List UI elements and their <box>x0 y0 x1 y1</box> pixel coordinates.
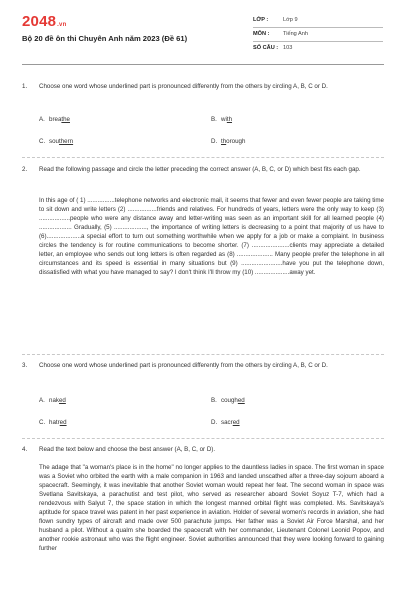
meta-divider <box>253 27 383 28</box>
question-divider <box>22 157 384 158</box>
option-a[interactable] <box>39 116 70 123</box>
passage-text: The adage that "a woman's place is in the home" no longer applies to the dauntless ladies in space. The first woman in space was a Soviet who orbited the earth with a male companion in 1963 and landed unscathed after a three-day sojourn aboard a spacecraft. Seemingly, it was inevitable that another Soviet woman would repeat her feat. The second woman in space was Svetlana Savitskaya, a parachutist and test pilot, who served as researcher aboard Soviet Soyuz T-7, which had a rendezvous with Salyut 7, the space station in which the longest manned orbital flight was completed. Ms. Savitskaya's aptitude for space travel was patent in her past experience in aviation. Holder of several women's records in aviation, she had flown sundry types of aircraft and made over 500 parachute jumps. Her father was a Soviet Air Force Marshal, and her husband a pilot. Without a qualm she boarded the spacecraft with her commander, Lieutenant Colonel Leonid Popov, and another rookie astronaut who was the flight engineer. Soviet authorities announced that they were looking forward to gaining further <box>39 464 384 552</box>
option-text: hatr <box>49 419 60 426</box>
option-underlined: thern <box>58 138 74 145</box>
option-c[interactable] <box>39 138 73 145</box>
option-b[interactable] <box>211 116 232 123</box>
meta-count-value: 103 <box>283 45 293 51</box>
option-text: brea <box>49 116 62 123</box>
question-number: 4. <box>22 446 28 453</box>
meta-class-label: LỚP : <box>253 17 269 23</box>
question-4-passage <box>39 464 384 600</box>
passage-text: In this age of ( 1) ................telephone networks and electronic mail, it seems that fewer and even fewer people are taking time to sit down and write letters (2) .................friends and relatives. For hundreds of years, letters were the only way to keep (3) ..................people who were any distance away and letter-writing was seen as an important skill for all learned people (4) ................... Gradually, (5) ..................., the importance of writing letters is decreasing to a point that majority of us have to (6)....................a special effort to turn out something worthwhile when we apply for a job or make a complaint. In business circles the tendency is for routine communications to become shorter. (7) ......................clients may appreciate a detailed letter, an employee who sends out long letters is often regarded as (8) ..................... Many people prefer the telephone in all circumstances and its speed is essential in many situations but (9) ........................have you put the telephone down, dissatisfied with what you have managed to say? I don't think I'll throw my (10) ....................away yet. <box>39 197 384 276</box>
option-text: orough <box>226 138 246 145</box>
document-title: Bộ 20 đề ôn thi Chuyên Anh năm 2023 (Đề 61) <box>22 34 188 43</box>
option-letter: D. <box>211 419 218 426</box>
question-divider <box>22 438 384 439</box>
option-c[interactable] <box>39 419 67 426</box>
option-underlined: the <box>61 116 70 123</box>
option-letter: A. <box>39 397 45 404</box>
option-text: cough <box>221 397 238 404</box>
meta-subject-value: Tiếng Anh <box>283 31 308 37</box>
option-text: sacr <box>221 419 233 426</box>
option-text: wi <box>221 116 227 123</box>
option-underlined: ed <box>237 397 245 404</box>
site-logo[interactable] <box>22 13 66 30</box>
option-letter: B. <box>211 397 217 404</box>
header-divider <box>22 64 384 65</box>
question-prompt: Read the text below and choose the best answer (A, B, C, or D). <box>39 446 216 453</box>
option-letter: C. <box>39 419 46 426</box>
option-d[interactable] <box>211 138 245 145</box>
question-prompt: Choose one word whose underlined part is pronounced differently from the others by circling A, B, C or D. <box>39 83 328 90</box>
option-underlined: ed <box>58 397 66 404</box>
meta-count-label: SỐ CÂU : <box>253 45 279 51</box>
logo-text: 2048 <box>22 13 57 30</box>
option-a[interactable] <box>39 397 66 404</box>
option-letter: B. <box>211 116 217 123</box>
option-underlined: ed <box>232 419 240 426</box>
option-underlined: th <box>226 116 233 123</box>
meta-class-value: Lớp 9 <box>283 17 298 23</box>
question-prompt: Read the following passage and circle the letter preceding the correct answer (A, B, C, or D) which best fits each gap. <box>39 166 361 173</box>
logo-suffix: .vn <box>57 22 67 28</box>
option-underlined: ed <box>59 419 67 426</box>
option-d[interactable] <box>211 419 240 426</box>
meta-divider <box>253 41 383 42</box>
meta-subject-label: MÔN : <box>253 31 270 37</box>
option-letter: A. <box>39 116 45 123</box>
option-b[interactable] <box>211 397 245 404</box>
question-divider <box>22 354 384 355</box>
question-prompt: Choose one word whose underlined part is pronounced differently from the others by circling A, B, C or D. <box>39 362 328 369</box>
question-number: 1. <box>22 83 28 90</box>
page-header <box>0 0 400 62</box>
option-text: sou <box>49 138 59 145</box>
question-number: 3. <box>22 362 28 369</box>
option-underlined: th <box>221 138 227 145</box>
option-letter: C. <box>39 138 46 145</box>
question-number: 2. <box>22 166 28 173</box>
option-letter: D. <box>211 138 218 145</box>
option-text: nak <box>49 397 59 404</box>
question-2-passage <box>39 197 384 278</box>
